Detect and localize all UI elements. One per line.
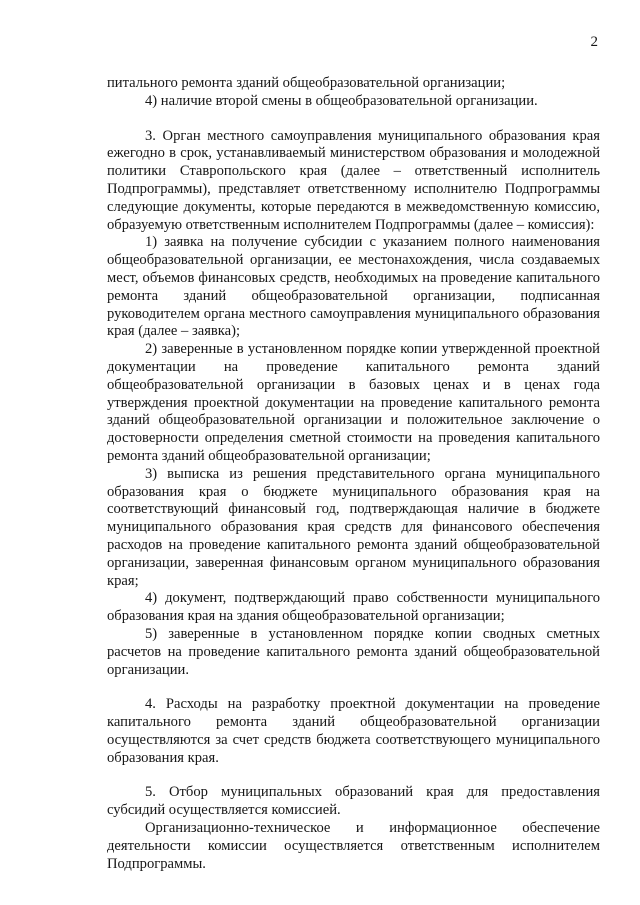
paragraph-item-4-second-shift: 4) наличие второй смены в общеобразовательной организации. — [145, 92, 538, 109]
paragraph-section-5: 5. Отбор муниципальных образований края для предоставления субсидий осуществляется комиссией. — [107, 784, 600, 819]
paragraph-commission-support: Организационно-техническое и информационное обеспечение деятельности комиссии осуществляется ответственным исполнителем Подпрограммы. — [107, 820, 600, 872]
paragraph-item-4-ownership: 4) документ, подтверждающий право собственности муниципального образования края на здания общеобразовательной организации; — [107, 590, 600, 625]
paragraph-item-2-project-docs: 2) заверенные в установленном порядке копии утвержденной проектной документации на проведение капитального ремонта зданий общеобразовательной организации в базовых ценах и в ценах года утверждения проектной документации на проведение капитального ремонта зданий общеобразовательной организации и положительное заключение о достоверности определения сметной стоимости на проведения капитального ремонта зданий общеобразовательной организации; — [107, 341, 600, 464]
paragraph-continuation: питального ремонта зданий общеобразовательной организации; — [107, 75, 506, 91]
page-number: 2 — [590, 34, 598, 50]
paragraph-item-5-estimates: 5) заверенные в установленном порядке копии сводных сметных расчетов на проведение капитального ремонта зданий общеобразовательной организации. — [107, 625, 600, 678]
paragraph-item-1-application: 1) заявка на получение субсидии с указанием полного наименования общеобразовательной организации, ее местонахождения, числа создаваемых мест, объемов финансовых средств, необходимых на проведение капитального ремонта зданий общеобразовательной организации, подписанная руководителем органа местного самоуправления муниципального образования края (далее – заявка); — [107, 234, 600, 340]
paragraph-section-4: 4. Расходы на разработку проектной документации на проведение капитального ремонта зданий общеобразовательной организации осуществляются за счет средств бюджета соответствующего муниципального образования края. — [107, 696, 600, 766]
paragraph-item-3-budget-extract: 3) выписка из решения представительного органа муниципального образования края о бюджете муниципального образования края на соответствующий финансовый год, подтверждающая наличие в бюджете муниципального образования края средств для финансового обеспечения расходов на проведение капитального ремонта зданий общеобразовательной организации, заверенная финансовым органом муниципального образования края; — [107, 465, 600, 589]
paragraph-section-3: 3. Орган местного самоуправления муниципального образования края ежегодно в срок, устанавливаемый министерством образования и молодежной политики Ставропольского края (далее – ответственный исполнитель Подпрограммы), представляет ответственному исполнителю Подпрограммы следующие документы, которые передаются в межведомственную комиссию, образуемую ответственным исполнителем Подпрограммы (далее – комиссия): — [107, 127, 600, 233]
document-body — [107, 75, 600, 873]
